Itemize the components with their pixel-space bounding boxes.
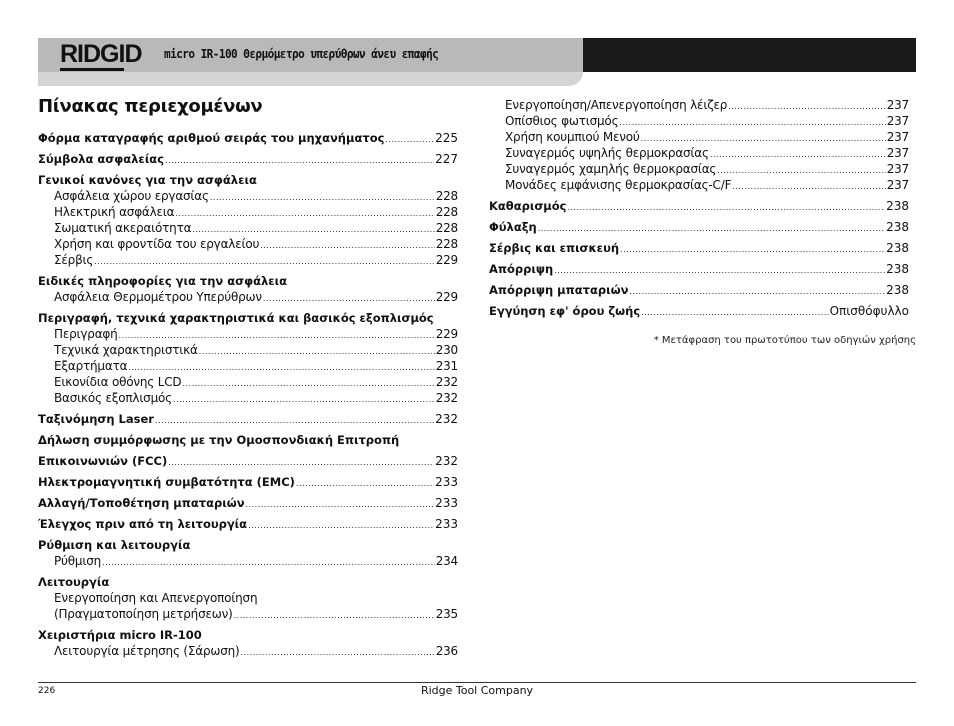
toc-entry-label: Σωματική ακεραιότητα <box>54 221 192 235</box>
dot-leader <box>620 242 885 258</box>
toc-entry-label: Ρύθμιση <box>54 554 102 568</box>
toc-right-column <box>489 97 909 319</box>
toc-entry-label: Ενεργοποίηση και Απενεργοποίηση <box>54 591 258 605</box>
toc-entry-label: Ενεργοποίηση/Απενεργοποίηση λέιζερ <box>505 98 728 112</box>
toc-entry-label: Λειτουργία μέτρησης (Σάρωση) <box>54 644 240 658</box>
toc-page-number: 229 <box>435 253 458 267</box>
toc-page-number: 238 <box>886 199 909 213</box>
toc-page-number: 228 <box>435 205 458 219</box>
dot-leader <box>732 179 885 195</box>
toc-entry[interactable] <box>489 198 909 214</box>
toc-entry[interactable] <box>38 326 458 342</box>
toc-page-number: 236 <box>435 644 458 658</box>
toc-page-number: 237 <box>886 130 909 144</box>
toc-section-heading <box>38 273 458 289</box>
toc-entry[interactable] <box>489 129 909 145</box>
dot-leader <box>175 206 434 222</box>
toc-entry-label: Ηλεκτρική ασφάλεια <box>54 205 175 219</box>
toc-entry[interactable] <box>38 289 458 305</box>
toc-entry-label: (Πραγματοποίηση μετρήσεων) <box>54 607 233 621</box>
toc-entry[interactable] <box>489 97 909 113</box>
toc-page-number: 229 <box>435 327 458 341</box>
toc-entry[interactable] <box>489 240 909 256</box>
toc-page-number: 232 <box>435 391 458 405</box>
dot-leader <box>385 132 434 148</box>
footer-divider <box>38 682 916 683</box>
toc-page-number: 237 <box>886 146 909 160</box>
toc-entry-label: Σέρβις <box>54 253 94 267</box>
toc-entry[interactable] <box>38 130 458 146</box>
toc-section-heading <box>38 574 458 590</box>
toc-page-number: 228 <box>435 237 458 251</box>
logo-underline <box>60 68 124 71</box>
toc-page-number: 229 <box>435 290 458 304</box>
toc-section-heading <box>38 590 458 606</box>
toc-page-number: 237 <box>886 162 909 176</box>
toc-entry[interactable] <box>38 236 458 252</box>
toc-entry[interactable] <box>38 474 458 490</box>
toc-entry[interactable] <box>38 411 458 427</box>
dot-leader <box>234 608 435 624</box>
toc-entry[interactable] <box>38 358 458 374</box>
header-black-band <box>583 38 916 72</box>
toc-page-number: 238 <box>886 241 909 255</box>
toc-entry-label: Επικοινωνιών (FCC) <box>38 454 168 468</box>
dot-leader <box>168 455 434 471</box>
toc-entry[interactable] <box>38 188 458 204</box>
dot-leader <box>199 344 435 360</box>
toc-entry-label: Εικονίδια οθόνης LCD <box>54 375 182 389</box>
toc-entry-label: Χρήση κουμπιού Μενού <box>505 130 640 144</box>
toc-entry-label: Απόρριψη <box>489 262 554 276</box>
toc-entry-label: Χρήση και φροντίδα του εργαλείου <box>54 237 260 251</box>
ridgid-logo: RIDGID <box>60 40 142 68</box>
toc-entry[interactable] <box>489 113 909 129</box>
toc-page-number: 228 <box>435 221 458 235</box>
toc-page-number: 237 <box>886 98 909 112</box>
toc-section-heading <box>38 310 458 326</box>
toc-entry-label: Τεχνικά χαρακτηριστικά <box>54 343 198 357</box>
toc-entry-label: Ρύθμιση και λειτουργία <box>38 538 191 552</box>
toc-page-number: 233 <box>435 496 458 510</box>
dot-leader <box>710 147 886 163</box>
dot-leader <box>241 645 435 661</box>
dot-leader <box>263 291 435 307</box>
toc-page-number: 232 <box>435 412 458 426</box>
dot-leader <box>717 163 885 179</box>
toc-entry[interactable] <box>38 204 458 220</box>
toc-page-number: 228 <box>435 189 458 203</box>
dot-leader <box>182 376 434 392</box>
toc-section-heading <box>38 537 458 553</box>
toc-page-number: 235 <box>435 607 458 621</box>
toc-entry[interactable] <box>38 151 458 167</box>
toc-page-number: 232 <box>435 454 458 468</box>
toc-entry-label: Εξαρτήματα <box>54 359 128 373</box>
toc-page-number: 238 <box>886 283 909 297</box>
dot-leader <box>173 392 435 408</box>
toc-entry-label: Γενικοί κανόνες για την ασφάλεια <box>38 173 257 187</box>
toc-left-column <box>38 130 458 659</box>
toc-entry-label: Σύμβολα ασφαλείας <box>38 152 165 166</box>
toc-entry-label: Εγγύηση εφ' όρου ζωής <box>489 304 641 318</box>
toc-page-number: 232 <box>435 375 458 389</box>
dot-leader <box>619 115 885 131</box>
dot-leader <box>155 413 434 429</box>
toc-entry-label: Ηλεκτρομαγνητική συμβατότητα (EMC) <box>38 475 295 489</box>
toc-page-number: 237 <box>886 178 909 192</box>
header-title: micro IR-100 Θερμόμετρο υπερύθρων άνευ επαφής <box>164 47 439 61</box>
dot-leader <box>94 254 434 270</box>
toc-entry[interactable] <box>38 252 458 268</box>
dot-leader <box>246 497 435 513</box>
toc-section-heading <box>38 432 458 448</box>
toc-entry-label: Ασφάλεια χώρου εργασίας <box>54 189 209 203</box>
toc-entry-label: Οπίσθιος φωτισμός <box>505 114 619 128</box>
toc-entry[interactable] <box>489 303 909 319</box>
toc-entry[interactable] <box>38 516 458 532</box>
dot-leader <box>210 190 435 206</box>
page-number: 226 <box>38 686 56 696</box>
toc-entry-label: Έλεγχος πριν από τη λειτουργία <box>38 517 248 531</box>
toc-entry[interactable] <box>38 453 458 469</box>
footer-company: Ridge Tool Company <box>420 684 534 697</box>
toc-entry[interactable] <box>489 145 909 161</box>
dot-leader <box>728 99 885 115</box>
toc-page-number: 233 <box>435 475 458 489</box>
toc-page-number: 238 <box>886 220 909 234</box>
toc-section-heading <box>38 172 458 188</box>
toc-entry-label: Περιγραφή <box>54 327 118 341</box>
toc-entry-label: Φόρμα καταγραφής αριθμού σειράς του μηχανήματος <box>38 131 385 145</box>
toc-entry[interactable] <box>38 342 458 358</box>
toc-entry[interactable] <box>489 261 909 277</box>
toc-entry-label: Ειδικές πληροφορίες για την ασφάλεια <box>38 274 288 288</box>
toc-entry-label: Περιγραφή, τεχνικά χαρακτηριστικά και βασικός εξοπλισμός <box>38 311 434 325</box>
dot-leader <box>567 200 885 216</box>
toc-entry-label: Χειριστήρια micro IR-100 <box>38 628 202 642</box>
toc-page-number: 225 <box>435 131 458 145</box>
dot-leader <box>554 263 885 279</box>
toc-entry-label: Λειτουργία <box>38 575 110 589</box>
toc-entry[interactable] <box>38 390 458 406</box>
dot-leader <box>165 153 434 169</box>
toc-entry[interactable] <box>489 161 909 177</box>
toc-entry[interactable] <box>489 282 909 298</box>
toc-entry[interactable] <box>38 220 458 236</box>
toc-page-number: 233 <box>435 517 458 531</box>
toc-entry[interactable] <box>489 219 909 235</box>
dot-leader <box>296 476 434 492</box>
toc-entry[interactable] <box>489 177 909 193</box>
toc-entry-label: Σέρβις και επισκευή <box>489 241 620 255</box>
dot-leader <box>641 305 828 321</box>
toc-entry-label: Ασφάλεια Θερμομέτρου Υπερύθρων <box>54 290 262 304</box>
toc-entry-label: Δήλωση συμμόρφωσης με την Ομοσπονδιακή Επιτροπή <box>38 433 400 447</box>
toc-entry[interactable] <box>38 606 458 622</box>
toc-page-number: 227 <box>435 152 458 166</box>
dot-leader <box>538 221 885 237</box>
toc-entry-label: Μονάδες εμφάνισης θερμοκρασίας-C/F <box>505 178 732 192</box>
translation-footnote: * Μετάφραση του πρωτοτύπου των οδηγιών χρήσης <box>653 335 916 346</box>
toc-entry-label: Αλλαγή/Τοποθέτηση μπαταριών <box>38 496 245 510</box>
dot-leader <box>629 284 885 300</box>
dot-leader <box>102 555 435 571</box>
toc-entry-label: Βασικός εξοπλισμός <box>54 391 173 405</box>
toc-page-number: Οπισθόφυλλο <box>829 304 909 318</box>
toc-entry-label: Συναγερμός χαμηλής θερμοκρασίας <box>505 162 717 176</box>
toc-entry[interactable] <box>38 643 458 659</box>
toc-page-number: 231 <box>435 359 458 373</box>
dot-leader <box>260 238 434 254</box>
toc-entry-label: Συναγερμός υψηλής θερμοκρασίας <box>505 146 709 160</box>
toc-entry-label: Απόρριψη μπαταριών <box>489 283 629 297</box>
toc-section-heading <box>38 627 458 643</box>
toc-page-number: 237 <box>886 114 909 128</box>
toc-page-number: 230 <box>435 343 458 357</box>
toc-entry-label: Καθαρισμός <box>489 199 567 213</box>
header-strip <box>38 72 583 86</box>
toc-page-number: 238 <box>886 262 909 276</box>
toc-entry[interactable] <box>38 374 458 390</box>
toc-entry[interactable] <box>38 495 458 511</box>
toc-title: Πίνακας περιεχομένων <box>38 96 263 117</box>
toc-entry-label: Φύλαξη <box>489 220 537 234</box>
toc-page-number: 234 <box>435 554 458 568</box>
toc-entry-label: Ταξινόμηση Laser <box>38 412 154 426</box>
toc-entry[interactable] <box>38 553 458 569</box>
dot-leader <box>248 518 434 534</box>
